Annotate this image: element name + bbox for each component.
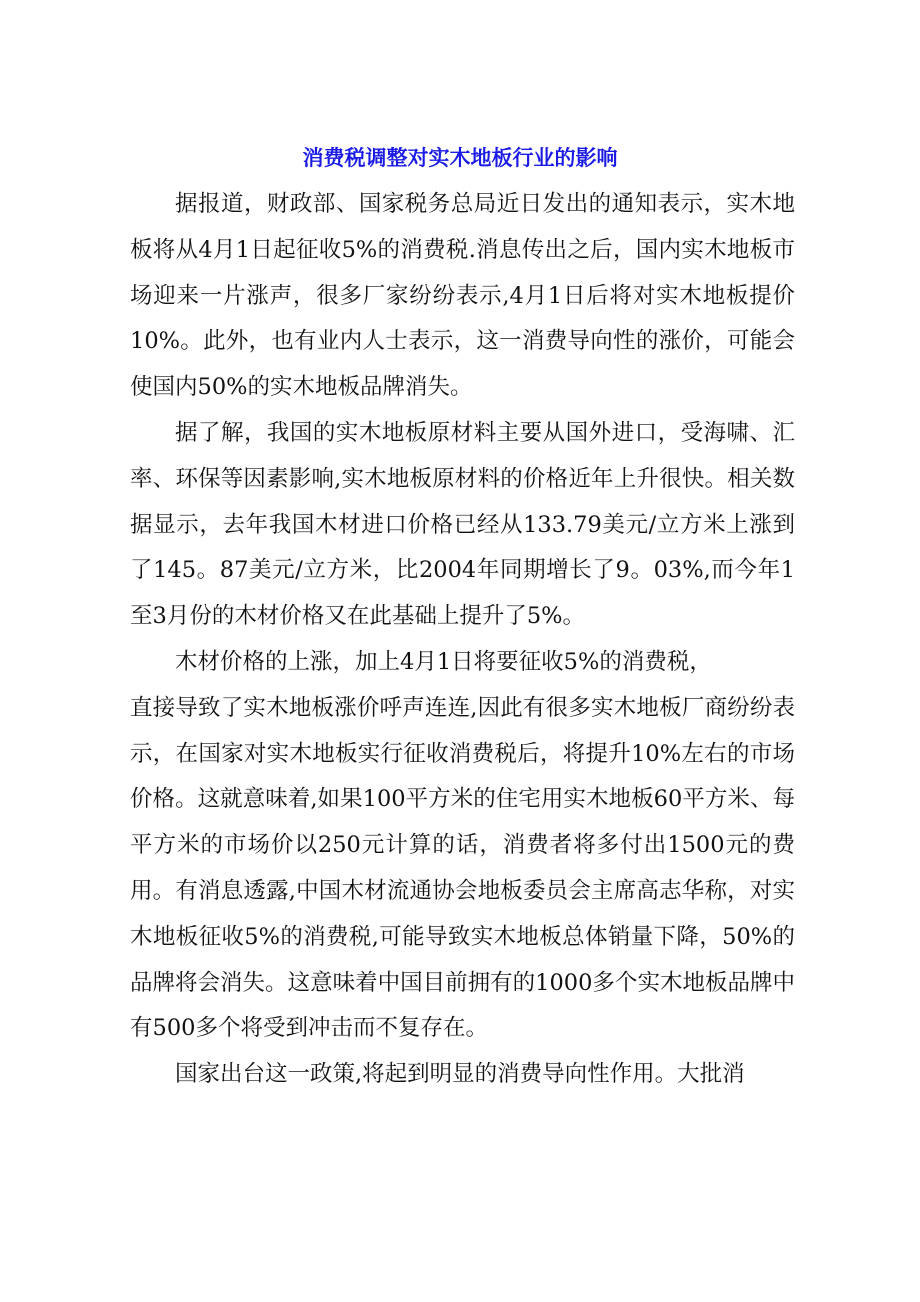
- paragraph-4: 国家出台这一政策,将起到明显的消费导向性作用。大批消: [175, 1061, 745, 1088]
- paragraph-1: 据报道，财政部、国家税务总局近日发出的通知表示，实木地板将从4月1日起征收5%的消费税.消息传出之后，国内实木地板市场迎来一片涨声，很多厂家纷纷表示,4月1日后将对实木地板提价10%。此外，也有业内人士表示，这一消费导向性的涨价，可能会使国内50%的实木地板品牌消失。: [130, 191, 795, 401]
- document-title: 消费税调整对实木地板行业的影响: [302, 146, 618, 170]
- paragraph-2: 据了解，我国的实木地板原材料主要从国外进口，受海啸、汇率、环保等因素影响,实木地板原材料的价格近年上升很快。相关数据显示，去年我国木材进口价格已经从133.79美元/立方米上涨到了145。87美元/立方米，比2004年同期增长了9。03%,而今年1至3月份的木材价格又在此基础上提升了5%。: [130, 419, 795, 630]
- document-body: [130, 182, 795, 1098]
- paragraph-3-continued: 直接导致了实木地板涨价呼声连连,因此有很多实木地板厂商纷纷表示，在国家对实木地板实行征收消费税后，将提升10%左右的市场价格。这就意味着,如果100平方米的住宅用实木地板60平方米、每平方米的市场价以250元计算的话，消费者将多付出1500元的费用。有消息透露,中国木材流通协会地板委员会主席高志华称，对实木地板征收5%的消费税,可能导致实木地板总体销量下降，50%的品牌将会消失。这意味着中国目前拥有的1000多个实木地板品牌中有500多个将受到冲击而不复存在。: [130, 694, 795, 1042]
- paragraph-3: 木材价格的上涨，加上4月1日将要征收5%的消费税，: [175, 648, 712, 675]
